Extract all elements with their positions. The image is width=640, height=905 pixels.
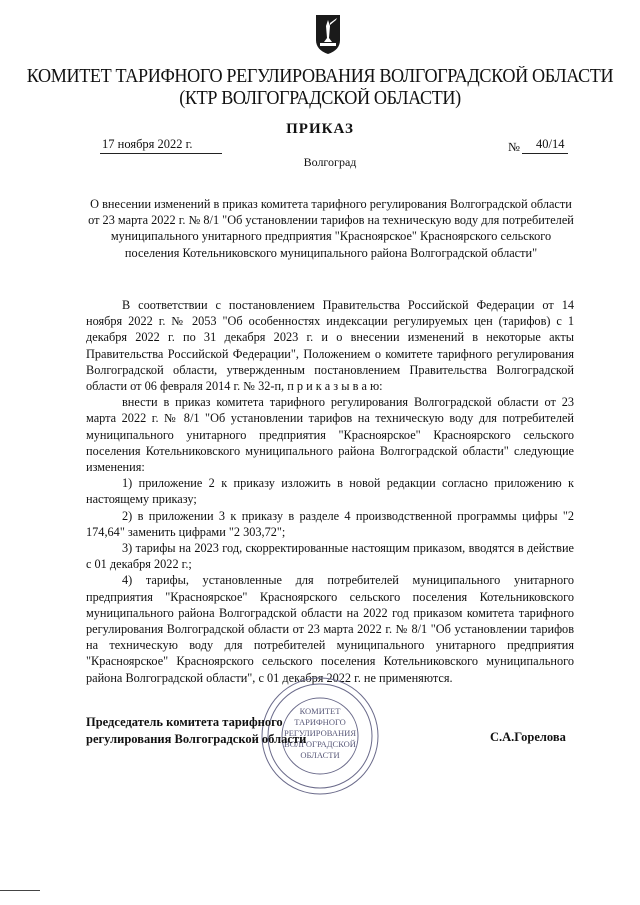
body-paragraph: внести в приказ комитета тарифного регулирования Волгоградской области от 23 марта 2022 г. № 8/1 "Об установлении тарифов на техническую воду для потребителей муниципального унитарного предприятия "Красноярское" Красноярского сельского поселения Котельниковского муниципального района Волгоградской области" следующие изменения: — [86, 395, 574, 475]
stamp-text: РЕГУЛИРОВАНИЯ — [284, 728, 356, 738]
stamp-text: ТАРИФНОГО — [294, 717, 346, 727]
date-underline — [100, 153, 222, 154]
body-paragraph: В соответствии с постановлением Правительства Российской Федерации от 14 ноября 2022 г. № 2053 "Об особенностях индексации регулируемых цен (тарифов) с 1 декабря 2022 г. по 31 декабря 2023 г. и о внесении изменений в некоторые акты Правительства Российской Федерации", Положением о комитете тарифного регулирования Волгоградской области, утвержденным постановлением Правительства Волгоградской области от 06 февраля 2014 г. № 32-п, п р и к а з ы в а ю: — [86, 298, 574, 394]
body-paragraph: 1) приложение 2 к приказу изложить в новой редакции согласно приложению к настоящему приказу; — [86, 476, 574, 507]
order-body — [86, 297, 574, 686]
body-paragraph: 4) тарифы, установленные для потребителей муниципального унитарного предприятия "Красноярское" Красноярского сельского поселения Котельниковского муниципального района Волгоградской области на 2022 год приказом комитета тарифного регулирования Волгоградской области от 23 марта 2022 г. № 8/1 "Об установлении тарифов на техническую воду для потребителей муниципального унитарного предприятия "Красноярское" Красноярского сельского поселения Котельниковского муниципального района Волгоградской области", с 01 декабря 2022 г. не применяются. — [86, 573, 574, 685]
city-name: Волгоград — [303, 155, 357, 169]
position-line: регулирования Волгоградской области — [86, 732, 307, 746]
committee-abbrev: (КТР ВОЛГОГРАДСКОЙ ОБЛАСТИ) — [179, 88, 461, 109]
footer-line — [0, 890, 40, 891]
position-line: Председатель комитета тарифного — [86, 715, 283, 729]
order-subject: О внесении изменений в приказ комитета тарифного регулирования Волгоградской области от 23 марта 2022 г. № 8/1 "Об установлении тарифов на техническую воду для потребителей муниципального унитарного предприятия "Красноярское" Красноярского сельского поселения Котельниковского муниципального района Волгоградской области" — [88, 197, 574, 260]
body-paragraph: 2) в приложении 3 к приказу в разделе 4 производственной программы цифры "2 174,64" заменить цифрами "2 303,72"; — [86, 508, 574, 539]
body-paragraph: 3) тарифы на 2023 год, скорректированные настоящим приказом, вводятся в действие с 01 декабря 2022 г.; — [86, 541, 574, 572]
document-title: ПРИКАЗ — [286, 121, 354, 137]
number-sign: № — [508, 140, 520, 154]
stamp-text: КОМИТЕТ — [299, 706, 341, 716]
signatory-name: С.А.Горелова — [490, 730, 566, 744]
order-date: 17 ноября 2022 г. — [102, 137, 193, 151]
number-underline — [522, 153, 568, 154]
committee-name: КОМИТЕТ ТАРИФНОГО РЕГУЛИРОВАНИЯ ВОЛГОГРАДСКОЙ ОБЛАСТИ — [26, 66, 614, 87]
stamp-text: ОБЛАСТИ — [300, 750, 340, 760]
stamp-text: ВОЛГОГРАДСКОЙ — [284, 739, 356, 749]
signatory-position — [86, 714, 306, 748]
order-number: 40/14 — [536, 137, 565, 151]
coat-of-arms-icon — [313, 12, 343, 56]
